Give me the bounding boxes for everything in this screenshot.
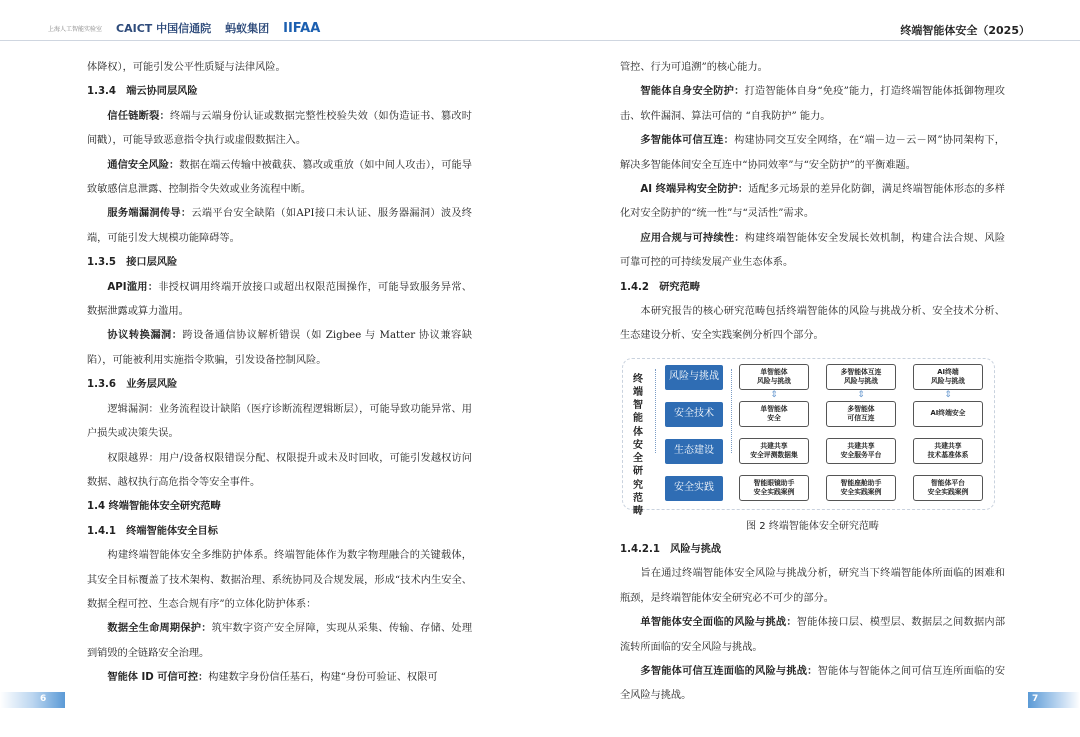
header-divider [0, 40, 1080, 41]
dotted-divider [731, 369, 732, 453]
page-header [0, 0, 1080, 44]
section-heading-1-4-1: 1.4.1 终端智能体安全目标 [87, 525, 218, 537]
paragraph [620, 660, 1005, 709]
section-heading-1-3-5: 1.3.5 接口层风险 [87, 257, 178, 269]
shlab-logo: 上海人工智能实验室 [48, 25, 103, 33]
header-title: 终端智能体安全（2025） [900, 24, 1030, 37]
paragraph [87, 666, 472, 690]
dotted-divider [655, 369, 656, 453]
text: 终端与云端身份认证或数据完整性校验失效（如伪造证书、篡改时间戳），可能导致恶意指令执行或虚假数据注入。 [87, 110, 472, 147]
paragraph [620, 80, 1005, 129]
section-heading-1-4-2: 1.4.2 研究范畴 [620, 281, 700, 293]
diagram-box: 智能体平台 安全实践案例 [913, 475, 983, 501]
ifaa-logo: IIFAA [283, 20, 321, 36]
paragraph [87, 202, 472, 251]
diagram-box: 共建共享 技术基准体系 [913, 438, 983, 464]
paragraph [87, 324, 472, 373]
category-ecosystem: 生态建设 [665, 439, 723, 464]
text: 构建协同交互安全网络，在“端－边－云－网”协同架构下，解决多智能体间安全互连中“协同效率”与“安全防护”的平衡难题。 [620, 135, 1005, 171]
footer-bar-left [0, 692, 65, 708]
term: 应用合规与可持续性： [640, 232, 745, 244]
paragraph [620, 611, 1005, 660]
diagram-box: 多智能体 可信互连 [826, 401, 896, 427]
paragraph [620, 178, 1005, 227]
diagram-box: 共建共享 安全评测数据集 [739, 438, 809, 464]
text: 数据在端云传输中被截获、篡改或重放（如中间人攻击），可能导致敏感信息泄露、控制指令失效或业务流程中断。 [87, 159, 472, 196]
term: 服务端漏洞传导： [107, 208, 192, 220]
text: 打造智能体自身“免疫”能力，打造终端智能体抵御物理攻击、软件漏洞、算法可信的 “自我防护” 能力。 [620, 86, 1005, 122]
diagram-box: 单智能体 风险与挑战 [739, 364, 809, 390]
paragraph [87, 105, 472, 154]
page-number-right: 7 [1032, 694, 1039, 704]
term: API滥用： [107, 281, 159, 293]
text: 智能体与智能体之间可信互连所面临的安全风险与挑战。 [620, 665, 1006, 702]
term: 智能体 ID 可信可控： [107, 672, 209, 684]
term: 协议转换漏洞： [107, 330, 183, 342]
diagram-box: 单智能体 安全 [739, 401, 809, 427]
diagram-box: 智能眼镜助手 安全实践案例 [739, 475, 809, 501]
paragraph [87, 276, 472, 325]
diagram-box: AI终端安全 [913, 401, 983, 427]
research-scope-diagram [622, 358, 995, 517]
paragraph [87, 617, 472, 666]
paragraph: 构建终端智能体安全多维防护体系。终端智能体作为数字物理融合的关键载体，其安全目标覆盖了技术架构、数据治理、系统协同及合规发展，形成“技术内生安全、数据全程可控、生态合规有序”的立体化防护体系： [87, 550, 472, 610]
diagram-box: 智能座舱助手 安全实践案例 [826, 475, 896, 501]
left-column [87, 56, 472, 691]
term: 多智能体可信互连面临的风险与挑战： [640, 665, 818, 677]
term: AI 终端异构安全防护： [640, 184, 749, 196]
double-arrow-icon: ⇕ [857, 389, 865, 400]
text: 智能体接口层、模型层、数据层之间数据内部流转所面临的安全风险与挑战。 [620, 617, 1006, 653]
paragraph [87, 154, 472, 203]
paragraph [620, 129, 1005, 178]
term: 通信安全风险： [107, 159, 180, 171]
text: 非授权调用终端开放接口或超出权限范围操作，可能导致服务异常、数据泄露或算力滥用。 [87, 281, 472, 318]
category-risk-challenge: 风险与挑战 [665, 365, 723, 390]
paragraph: 旨在通过终端智能体安全风险与挑战分析，研究当下终端智能体所面临的困难和瓶颈，是终端智能体安全研究必不可少的部分。 [620, 568, 1005, 604]
diagram-box: 多智能体互连 风险与挑战 [826, 364, 896, 390]
caict-logo: CAICT 中国信通院 [116, 22, 212, 35]
term: 多智能体可信互连： [640, 135, 735, 147]
term: 单智能体安全面临的风险与挑战： [640, 617, 797, 629]
text: 筑牢数字资产安全屏障，实现从采集、传输、存储、处理到销毁的全链路安全治理。 [87, 623, 473, 659]
text: 云端平台安全缺陷（如API接口未认证、服务器漏洞）波及终端，可能引发大规模功能障碍等。 [87, 208, 472, 244]
right-column [620, 56, 1005, 709]
logo-bar [48, 20, 320, 36]
paragraph [620, 227, 1005, 276]
page-number-left: 6 [40, 694, 47, 704]
paragraph: 管控、行为可追溯”的核心能力。 [620, 62, 768, 73]
ant-group-logo: 蚂蚁集团 [225, 22, 270, 35]
text: 跨设备通信协议解析错误（如 Zigbee 与 Matter 协议兼容缺陷），可能被利用实施指令欺骗，引发设备控制风险。 [87, 330, 473, 366]
text: 构建终端智能体安全发展长效机制，构建合法合规、风险可靠可控的可持续发展产业生态体系。 [620, 232, 1006, 269]
text: 构建数字身份信任基石，构建“身份可验证、权限可 [208, 672, 438, 684]
category-security-tech: 安全技术 [665, 402, 723, 427]
term: 信任链断裂： [107, 110, 170, 122]
paragraph: 逻辑漏洞：业务流程设计缺陷（医疗诊断流程逻辑断层），可能导致功能异常、用户损失或决策失误。 [87, 403, 472, 440]
double-arrow-icon: ⇕ [770, 389, 778, 400]
diagram-box: 共建共享 安全服务平台 [826, 438, 896, 464]
category-practice: 安全实践 [665, 476, 723, 501]
term: 智能体自身安全防护： [640, 86, 745, 98]
paragraph: 权限越界：用户/设备权限错误分配、权限提升或未及时回收，可能引发越权访问数据、越权执行高危指令等安全事件。 [87, 452, 472, 488]
section-heading-1-4-2-1: 1.4.2.1 风险与挑战 [620, 543, 722, 555]
figure-caption: 图 2 终端智能体安全研究范畴 [746, 520, 879, 532]
section-heading-1-4: 1.4 终端智能体安全研究范畴 [87, 501, 221, 513]
section-heading-1-3-4: 1.3.4 端云协同层风险 [87, 86, 198, 98]
paragraph: 本研究报告的核心研究范畴包括终端智能体的风险与挑战分析、安全技术分析、生态建设分析、安全实践案例分析四个部分。 [620, 306, 1005, 342]
text: 适配多元场景的差异化防御，满足终端智能体形态的多样化对安全防护的“统一性”与“灵活性”需求。 [620, 184, 1005, 220]
section-heading-1-3-6: 1.3.6 业务层风险 [87, 379, 178, 391]
diagram-vertical-title: 终端智能体安全研究范畴 [633, 373, 643, 517]
double-arrow-icon: ⇕ [944, 389, 952, 400]
term: 数据全生命周期保护： [107, 623, 212, 635]
paragraph: 体降权），可能引发公平性质疑与法律风险。 [87, 62, 286, 73]
diagram-box: AI终端 风险与挑战 [913, 364, 983, 390]
